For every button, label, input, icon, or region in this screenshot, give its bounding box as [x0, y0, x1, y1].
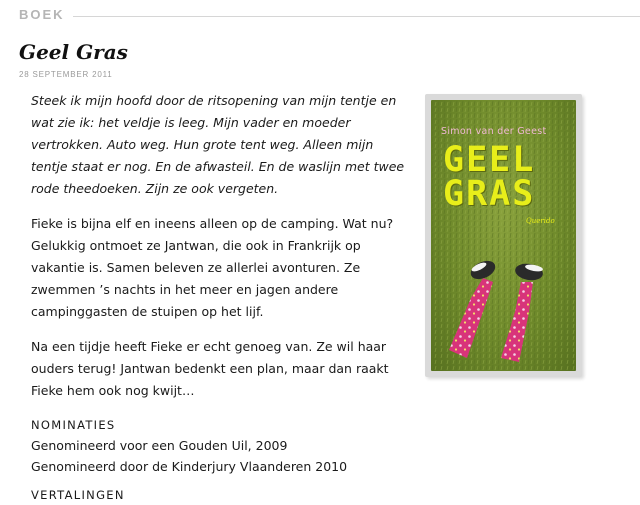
book-cover-frame	[425, 94, 582, 377]
intro-paragraph: Steek ik mijn hoofd door de ritsopening van mijn tentje en wat zie ik: het veldje is leeg. Mijn vader en moeder vertrokken. Auto weg. Hun grote tent weg. Alleen mijn tentje staat er nog. En de afwasteil. En de waslijn met twee rode theedoeken. Zijn ze ook vergeten.	[31, 93, 405, 196]
nominations-list	[31, 435, 407, 477]
nomination-item: Genomineerd voor een Gouden Uil, 2009	[31, 438, 288, 453]
article-body	[31, 90, 407, 505]
body-paragraph: Fieke is bijna elf en ineens alleen op de camping. Wat nu? Gelukkig ontmoet ze Jantwan, die ook in Frankrijk op vakantie is. Samen beleven ze allerlei avonturen. Ze zwemmen ’s nachts in het meer en jagen andere campinggasten de stuipen op het lijf.	[31, 216, 394, 319]
cover-author: Simon van der Geest	[441, 126, 547, 137]
section-header	[19, 4, 640, 24]
article-title[interactable]: Geel Gras	[19, 40, 128, 64]
nomination-item: Genomineerd door de Kinderjury Vlaanderen 2010	[31, 459, 348, 474]
section-divider	[73, 16, 640, 17]
cover-title-line: GEEL	[443, 140, 536, 180]
cover-title-line: GRAS	[443, 174, 536, 214]
cover-title	[443, 140, 563, 214]
nominations-heading: NOMINATIES	[31, 418, 116, 432]
body-paragraph: Na een tijdje heeft Fieke er echt genoeg van. Ze wil haar ouders terug! Jantwan bedenkt een plan, maar dan raakt Fieke hem ook nog kwijt…	[31, 339, 389, 398]
section-label[interactable]: BOEK	[19, 6, 65, 22]
article-date: 28 SEPTEMBER 2011	[19, 70, 113, 79]
book-cover-image[interactable]	[431, 100, 576, 371]
translations-heading: VERTALINGEN	[31, 488, 125, 502]
cover-publisher: Querido	[526, 217, 555, 225]
